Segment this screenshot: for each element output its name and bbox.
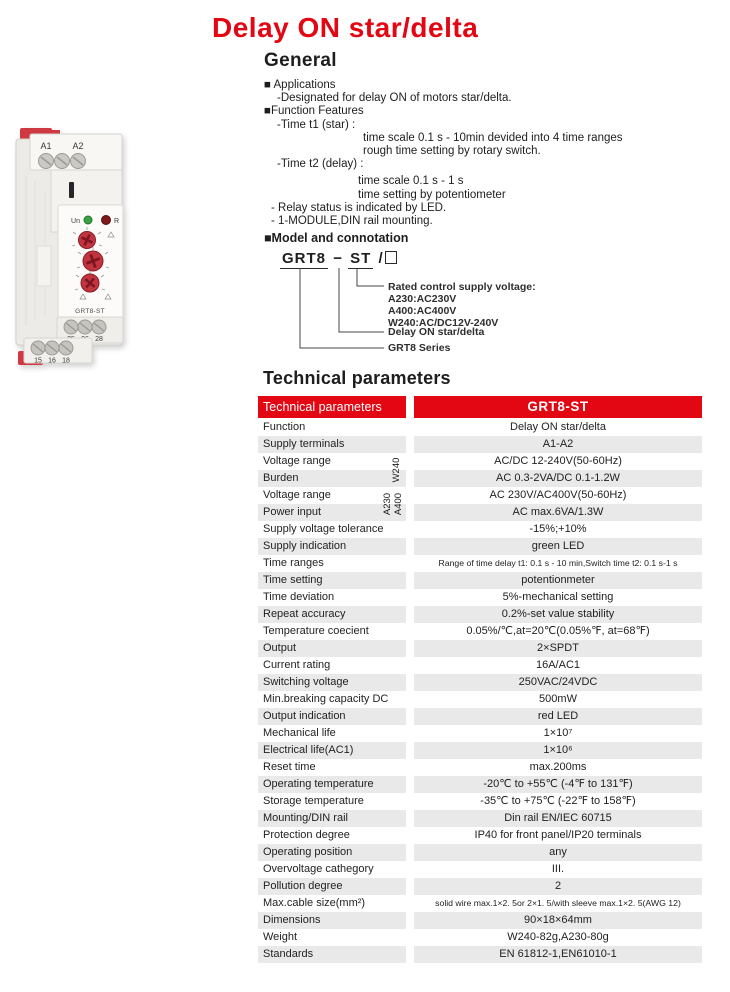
feature-t1-label: -Time t1 (star) : [277, 118, 356, 131]
red-led-icon [102, 216, 111, 225]
table-header-left: Technical parameters [258, 396, 406, 418]
row-value: AC max.6VA/1.3W [414, 504, 702, 521]
applications-header: ■ Applications [264, 79, 336, 91]
row-value: A1-A2 [414, 436, 702, 453]
row-label: Current rating [263, 659, 331, 671]
row-gap [406, 759, 414, 776]
table-row [258, 708, 702, 725]
row-label: Dimensions [258, 912, 406, 929]
table-row [258, 487, 702, 504]
row-value: 2 [414, 878, 702, 895]
feature-relay-line: - Relay status is indicated by LED. [271, 201, 447, 214]
table-row [258, 742, 702, 759]
row-gap [406, 674, 414, 691]
terminal-label-18: 18 [62, 357, 70, 365]
row-label: Switching voltage [258, 674, 406, 691]
model-code-type: ST [350, 250, 372, 267]
table-row [258, 657, 702, 674]
row-value: IP40 for front panel/IP20 terminals [474, 829, 642, 841]
row-gap [406, 487, 414, 504]
table-row [258, 674, 702, 691]
model-type-label: Delay ON star/delta [388, 326, 485, 338]
coding-slot-icon [69, 182, 74, 198]
row-value: W240-82g,A230-80g [507, 931, 609, 943]
top-terminal-screws-icon [39, 154, 86, 169]
technical-parameters-table [258, 396, 702, 963]
model-code-series: GRT8 [282, 250, 327, 267]
feature-t2-line1: time scale 0.1 s - 1 s [358, 175, 464, 188]
table-row [258, 793, 702, 810]
row-value: 5%-mechanical setting [502, 591, 614, 603]
row-label: Overvoltage cathegory [263, 863, 374, 875]
row-gap [406, 946, 414, 963]
row-label: Supply terminals [258, 436, 406, 453]
model-code-slash: / [378, 250, 384, 267]
applications-item: -Designated for delay ON of motors star/delta. [277, 92, 512, 105]
row-gap [406, 742, 414, 759]
voltage-option-a230: A230:AC230V [388, 293, 457, 305]
row-label: Weight [263, 931, 298, 943]
row-label: Temperature coecient [263, 625, 369, 637]
row-gap [406, 861, 414, 878]
table-row [258, 606, 702, 623]
row-value: solid wire max.1×2. 5or 2×1. 5/with sleeve max.1×2. 5(AWG 12) [435, 898, 681, 908]
row-value: 0.05%/℃,at=20℃(0.05%℉, at=68℉) [466, 625, 650, 637]
din-relay-illustration [13, 121, 138, 366]
row-value: Din rail EN/IEC 60715 [414, 810, 702, 827]
table-row [258, 878, 702, 895]
terminal-label-16: 16 [48, 357, 56, 365]
row-label: Time ranges [263, 557, 324, 569]
table-row [258, 504, 702, 521]
row-value: any [414, 844, 702, 861]
row-label: Function [263, 421, 306, 433]
page-title: Delay ON star/delta [212, 12, 479, 43]
table-row [258, 759, 702, 776]
model-code-dash: − [333, 250, 343, 267]
row-gap [406, 538, 414, 555]
model-heading: ■Model and connotation [264, 231, 409, 245]
table-row [258, 521, 702, 538]
row-gap [406, 691, 414, 708]
row-gap [406, 521, 414, 538]
row-value: EN 61812-1,EN61010-1 [414, 946, 702, 963]
row-value: Range of time delay t1: 0.1 s - 10 min,Switch time t2: 0.1 s-1 s [438, 558, 678, 568]
row-label: Pollution degree [258, 878, 406, 895]
terminal-label-a2: A2 [72, 141, 84, 151]
row-label: Time setting [258, 572, 406, 589]
row-gap [406, 827, 414, 844]
voltage-option-title: Rated control supply voltage: [388, 281, 536, 293]
group-label-a230: A230 [382, 492, 393, 516]
row-value: III. [551, 863, 565, 875]
features-header: ■Function Features [264, 105, 364, 118]
general-heading: General [264, 50, 337, 71]
row-gap [406, 640, 414, 657]
feature-t1-line2: rough time setting by rotary switch. [363, 145, 541, 158]
row-gap [406, 725, 414, 742]
table-heading: Technical parameters [263, 368, 451, 388]
table-row [258, 436, 702, 453]
row-gap [406, 453, 414, 470]
row-value: max.200ms [529, 761, 587, 773]
row-gap [406, 504, 414, 521]
row-gap [406, 793, 414, 810]
terminal-label-a1: A1 [40, 141, 52, 151]
table-row [258, 895, 702, 912]
row-label: Time deviation [263, 591, 335, 603]
feature-t2-line2: time setting by potentiometer [358, 188, 506, 201]
row-label: Repeat accuracy [258, 606, 406, 623]
row-gap [406, 470, 414, 487]
row-label: Max.cable size(mm²) [263, 897, 366, 909]
table-row [258, 725, 702, 742]
row-value: AC 0.3-2VA/DC 0.1-1.2W [414, 470, 702, 487]
row-label: Burden [258, 470, 406, 487]
table-row [258, 640, 702, 657]
row-label: Storage temperature [263, 795, 364, 807]
row-label: Supply indication [258, 538, 406, 555]
feature-t2-label: -Time t2 (delay) : [277, 158, 364, 171]
row-label: Protection degree [263, 829, 350, 841]
row-label: Mounting/DIN rail [258, 810, 406, 827]
row-value: 250VAC/24VDC [414, 674, 702, 691]
row-value: AC 230V/AC400V(50-60Hz) [489, 489, 627, 501]
row-label: Voltage range [263, 455, 331, 467]
led-r-label: R [114, 218, 120, 225]
table-row [258, 572, 702, 589]
row-label: Min.breaking capacity DC [263, 693, 389, 705]
row-value: 2×SPDT [414, 640, 702, 657]
row-gap [406, 657, 414, 674]
row-gap [406, 555, 414, 572]
model-connector-lines [280, 268, 386, 352]
row-value: potentionmeter [414, 572, 702, 589]
row-value: red LED [414, 708, 702, 725]
row-gap [406, 419, 414, 436]
table-row [258, 453, 702, 470]
mid-terminal-screws-icon [64, 320, 106, 334]
row-value: 500mW [539, 693, 577, 705]
row-label: Operating position [258, 844, 406, 861]
general-section [264, 50, 719, 228]
terminal-label-28: 28 [95, 336, 103, 343]
row-label: Reset time [263, 761, 316, 773]
table-row [258, 827, 702, 844]
bottom-terminal-screws-icon [31, 341, 73, 355]
row-value: 90×18×64mm [414, 912, 702, 929]
row-value: green LED [414, 538, 702, 555]
group-label-a400: A400 [393, 492, 404, 516]
table-row [258, 538, 702, 555]
feature-module-line: - 1-MODULE,DIN rail mounting. [271, 215, 433, 228]
row-gap [406, 878, 414, 895]
table-header-right: GRT8-ST [414, 396, 702, 418]
row-gap [406, 589, 414, 606]
model-series-label: GRT8 Series [388, 342, 451, 354]
led-un-label: Un [71, 218, 80, 225]
table-row [258, 810, 702, 827]
feature-t1-line1: time scale 0.1 s - 10min devided into 4 time ranges [363, 131, 623, 144]
table-row [258, 623, 702, 640]
table-row [258, 419, 702, 436]
group-label-w240: W240 [391, 457, 402, 483]
placeholder-box-icon [385, 251, 397, 264]
table-row [258, 861, 702, 878]
row-value: 1×10⁶ [414, 742, 702, 759]
terminal-label-15: 15 [34, 357, 42, 365]
row-value: 0.2%-set value stability [414, 606, 702, 623]
table-row [258, 589, 702, 606]
row-label: Mechanical life [263, 727, 336, 739]
row-gap [406, 810, 414, 827]
row-gap [406, 572, 414, 589]
green-led-icon [84, 216, 92, 224]
row-gap [406, 912, 414, 929]
table-row [258, 929, 702, 946]
table-row [258, 555, 702, 572]
row-gap [406, 606, 414, 623]
row-gap [406, 895, 414, 912]
row-label: Voltage range [263, 489, 331, 501]
table-body [258, 419, 702, 963]
table-row [258, 912, 702, 929]
table-header-gap [406, 396, 414, 418]
row-value: AC/DC 12-240V(50-60Hz) [494, 455, 622, 467]
row-gap [406, 623, 414, 640]
row-label: Supply voltage tolerance [263, 523, 384, 535]
row-value: -15%;+10% [529, 523, 587, 535]
row-value: 16A/AC1 [535, 659, 581, 671]
voltage-option-w240: W240:AC/DC12V-240V [388, 317, 499, 329]
row-label: Output indication [258, 708, 406, 725]
table-row [258, 844, 702, 861]
row-gap [406, 929, 414, 946]
row-label: Output [258, 640, 406, 657]
model-code [280, 250, 397, 267]
row-value: 1×10⁷ [543, 727, 573, 739]
row-label: Electrical life(AC1) [258, 742, 406, 759]
row-gap [406, 844, 414, 861]
table-row [258, 776, 702, 793]
row-gap [406, 708, 414, 725]
table-row [258, 946, 702, 963]
row-value: -35℃ to +75℃ (-22℉ to 158℉) [480, 795, 636, 807]
device-photo [13, 121, 138, 366]
row-label: Power input [258, 504, 406, 521]
row-value: -20℃ to +55℃ (-4℉ to 131℉) [414, 776, 702, 793]
row-value: Delay ON star/delta [510, 421, 606, 433]
row-gap [406, 436, 414, 453]
row-gap [406, 776, 414, 793]
device-model-label: GRT8-ST [75, 308, 105, 315]
table-row [258, 691, 702, 708]
table-row [258, 470, 702, 487]
row-label: Operating temperature [258, 776, 406, 793]
row-label: Standards [258, 946, 406, 963]
voltage-option-a400: A400:AC400V [388, 305, 457, 317]
table-header-row [258, 396, 702, 418]
